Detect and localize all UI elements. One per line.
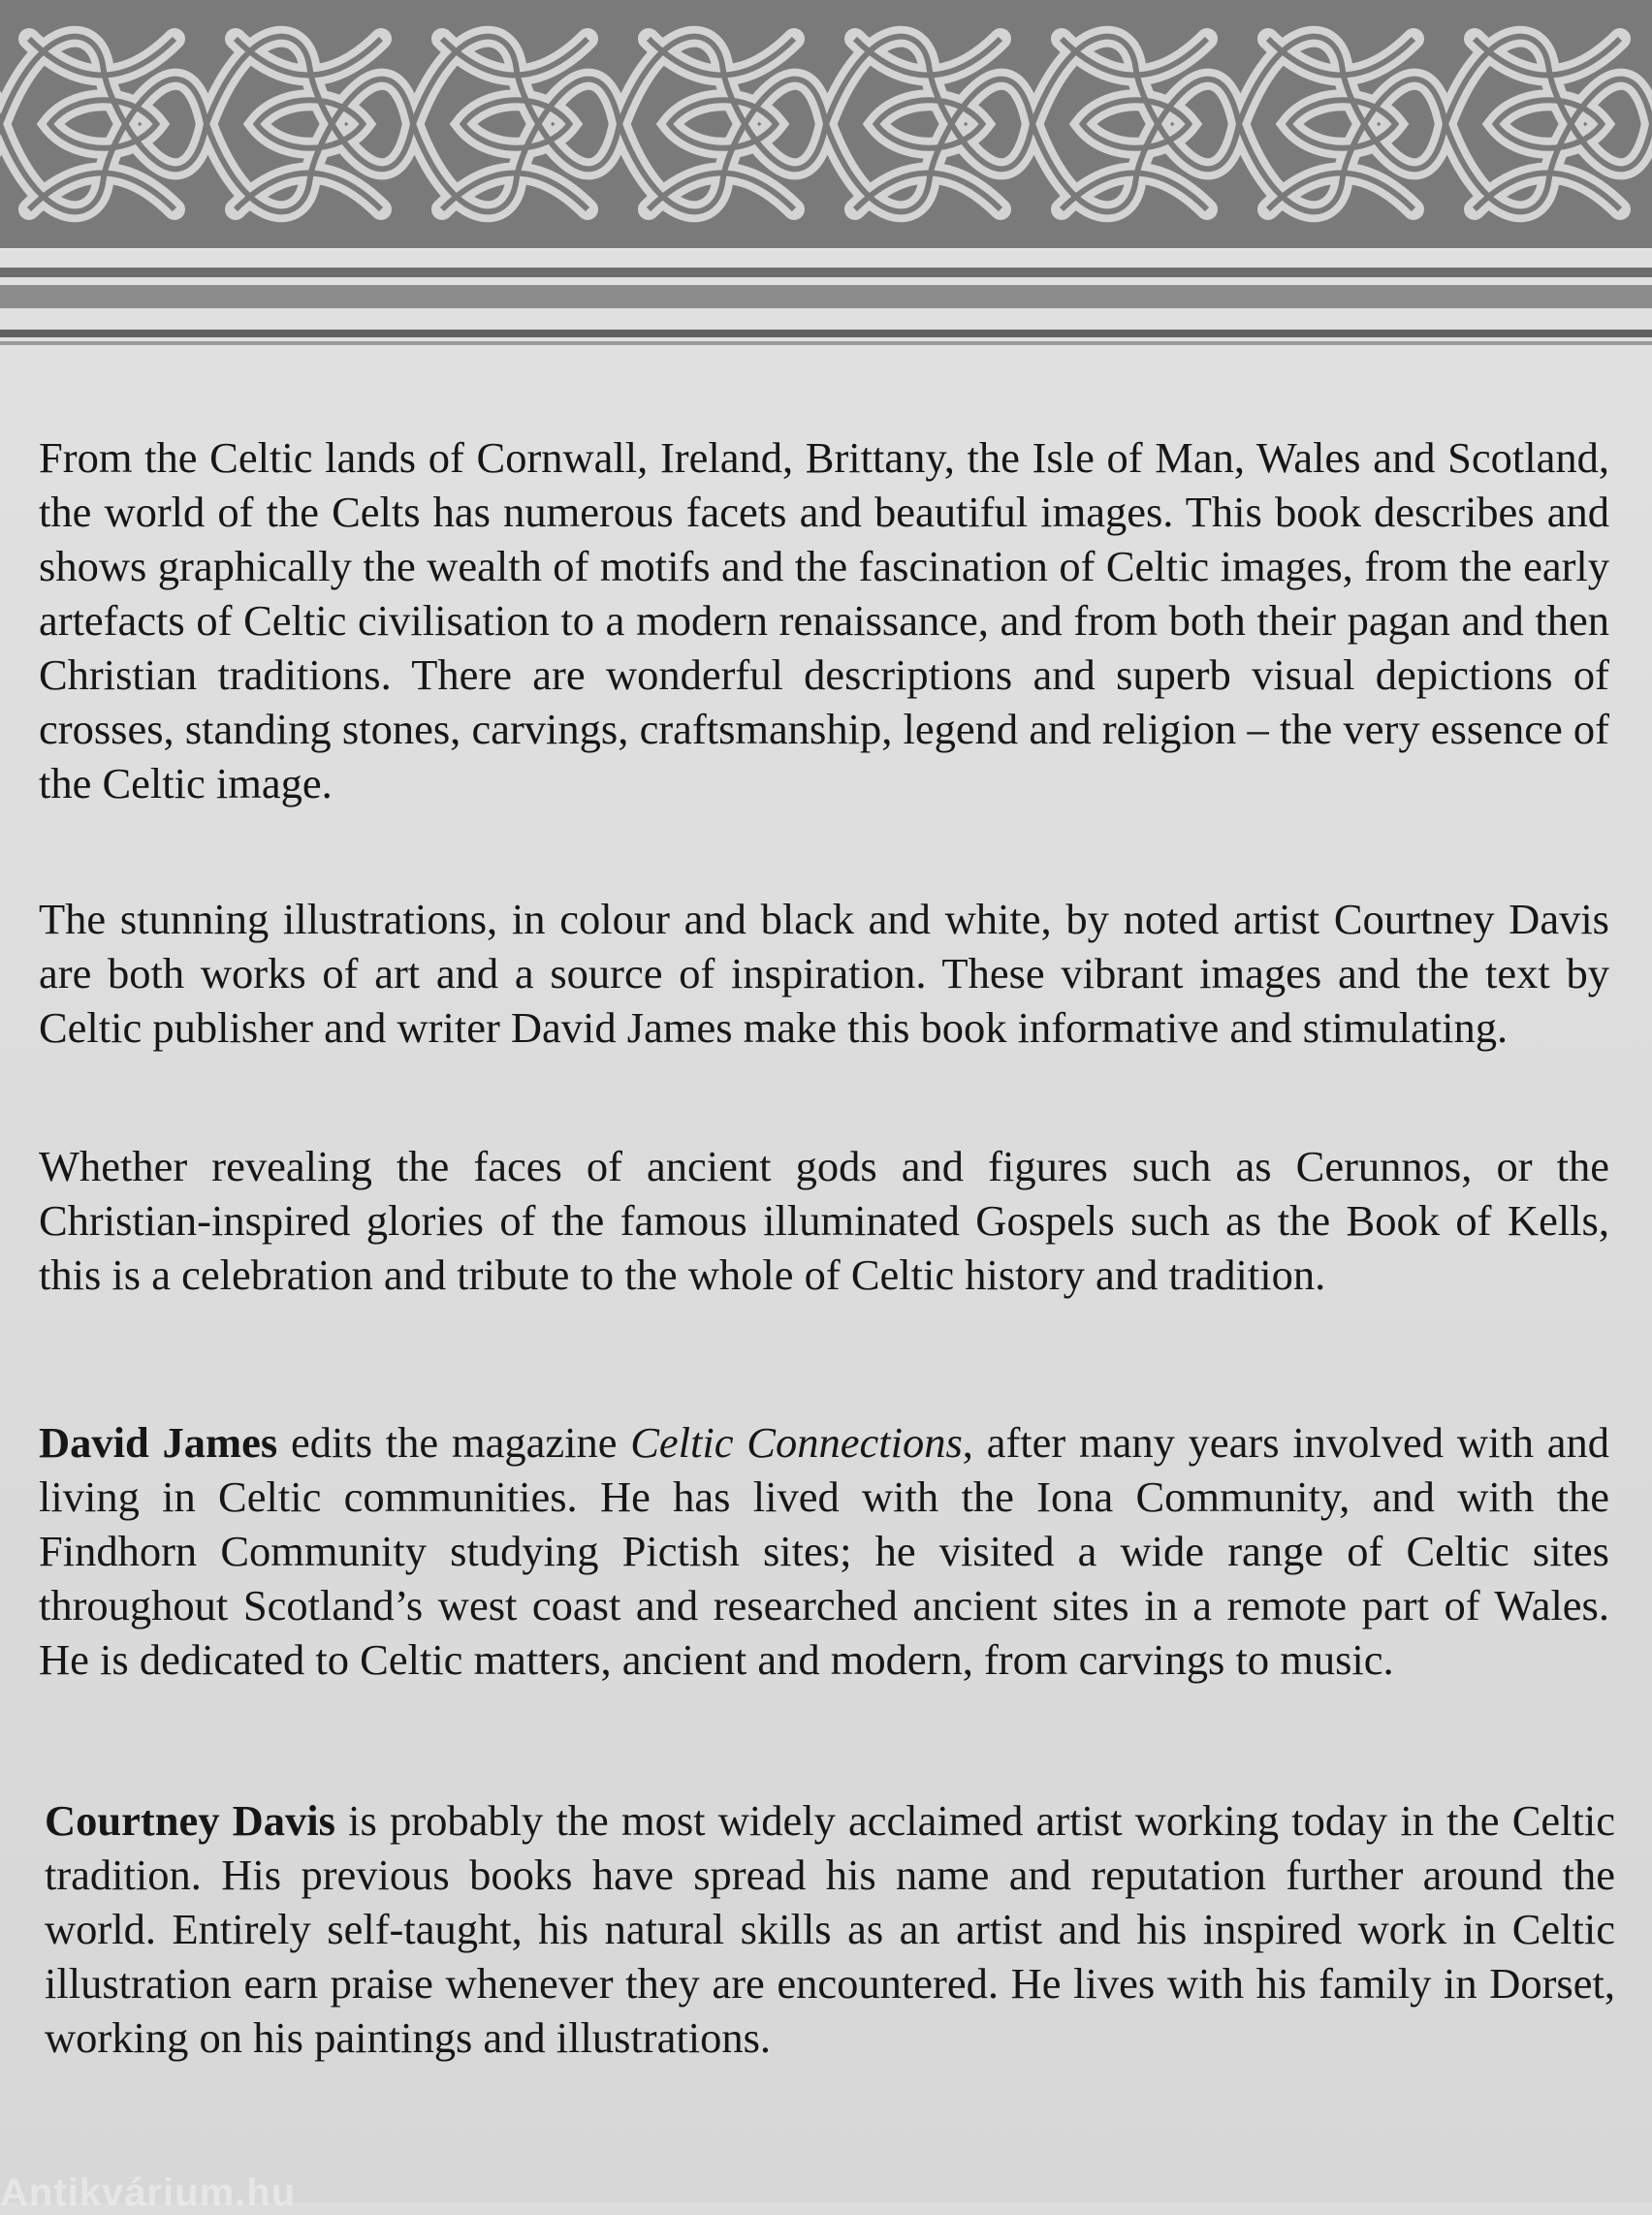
illustrations-paragraph: [39, 892, 1609, 1055]
bio-text-part: is probably the most widely acclaimed artist working today in the Celtic tradition. His previous books have spread his name and reputation further around the world. Entirely self-taught, his natural skills as an artist and his inspired work in Celtic illustration earn praise whenever they are encountered. He lives with his family in Dorset, working on his paintings and illustrations.: [45, 1796, 1615, 2062]
border-rule: [0, 330, 1652, 337]
paragraph-text: From the Celtic lands of Cornwall, Ireland, Brittany, the Isle of Man, Wales and Scotland, the world of the Celts has numerous facets and beautiful images. This book describes and shows graphically the wealth of motifs and the fascination of Celtic images, from the early artefacts of Celtic civilisation to a modern renaissance, and from both their pagan and then Christian traditions. There are wonderful descriptions and superb visual depictions of crosses, standing stones, carvings, craftsmanship, legend and religion – the very essence of the Celtic image.: [39, 433, 1609, 807]
border-rule: [0, 268, 1652, 277]
border-rule: [0, 285, 1652, 308]
celtic-knot-border: [0, 0, 1652, 248]
author-bio-james: [39, 1415, 1609, 1687]
author-name: David James: [39, 1418, 278, 1467]
bio-text: [39, 1415, 1609, 1687]
artist-bio-davis: [45, 1793, 1615, 2065]
magazine-title: Celtic Connections: [630, 1418, 963, 1467]
artist-name: Courtney Davis: [45, 1796, 335, 1845]
watermark: Antikvárium.hu: [0, 2171, 297, 2214]
paragraph-text: Whether revealing the faces of ancient gods and figures such as Cerunnos, or the Christian-inspired glories of the famous illuminated Gospels such as the Book of Kells, this is a celebration and tribute to the whole of Celtic history and tradition.: [39, 1142, 1609, 1299]
bio-text: [45, 1793, 1615, 2065]
bio-text-part: edits the magazine: [277, 1418, 631, 1467]
intro-paragraph: [39, 430, 1609, 810]
celebration-paragraph: [39, 1139, 1609, 1302]
paragraph-text: The stunning illustrations, in colour and black and white, by noted artist Courtney Davis are both works of art and a source of inspiration. These vibrant images and the text by Celtic publisher and writer David James make this book informative and stimulating.: [39, 895, 1609, 1052]
bio-text-part: , after many years involved with and living in Celtic communities. He has lived with the Iona Community, and with the Findhorn Community studying Pictish sites; he visited a wide range of Celtic sites throughout Scotland’s west coast and researched ancient sites in a remote part of Wales. He is dedicated to Celtic matters, ancient and modern, from carvings to music.: [39, 1418, 1609, 1684]
border-rule: [0, 341, 1652, 345]
